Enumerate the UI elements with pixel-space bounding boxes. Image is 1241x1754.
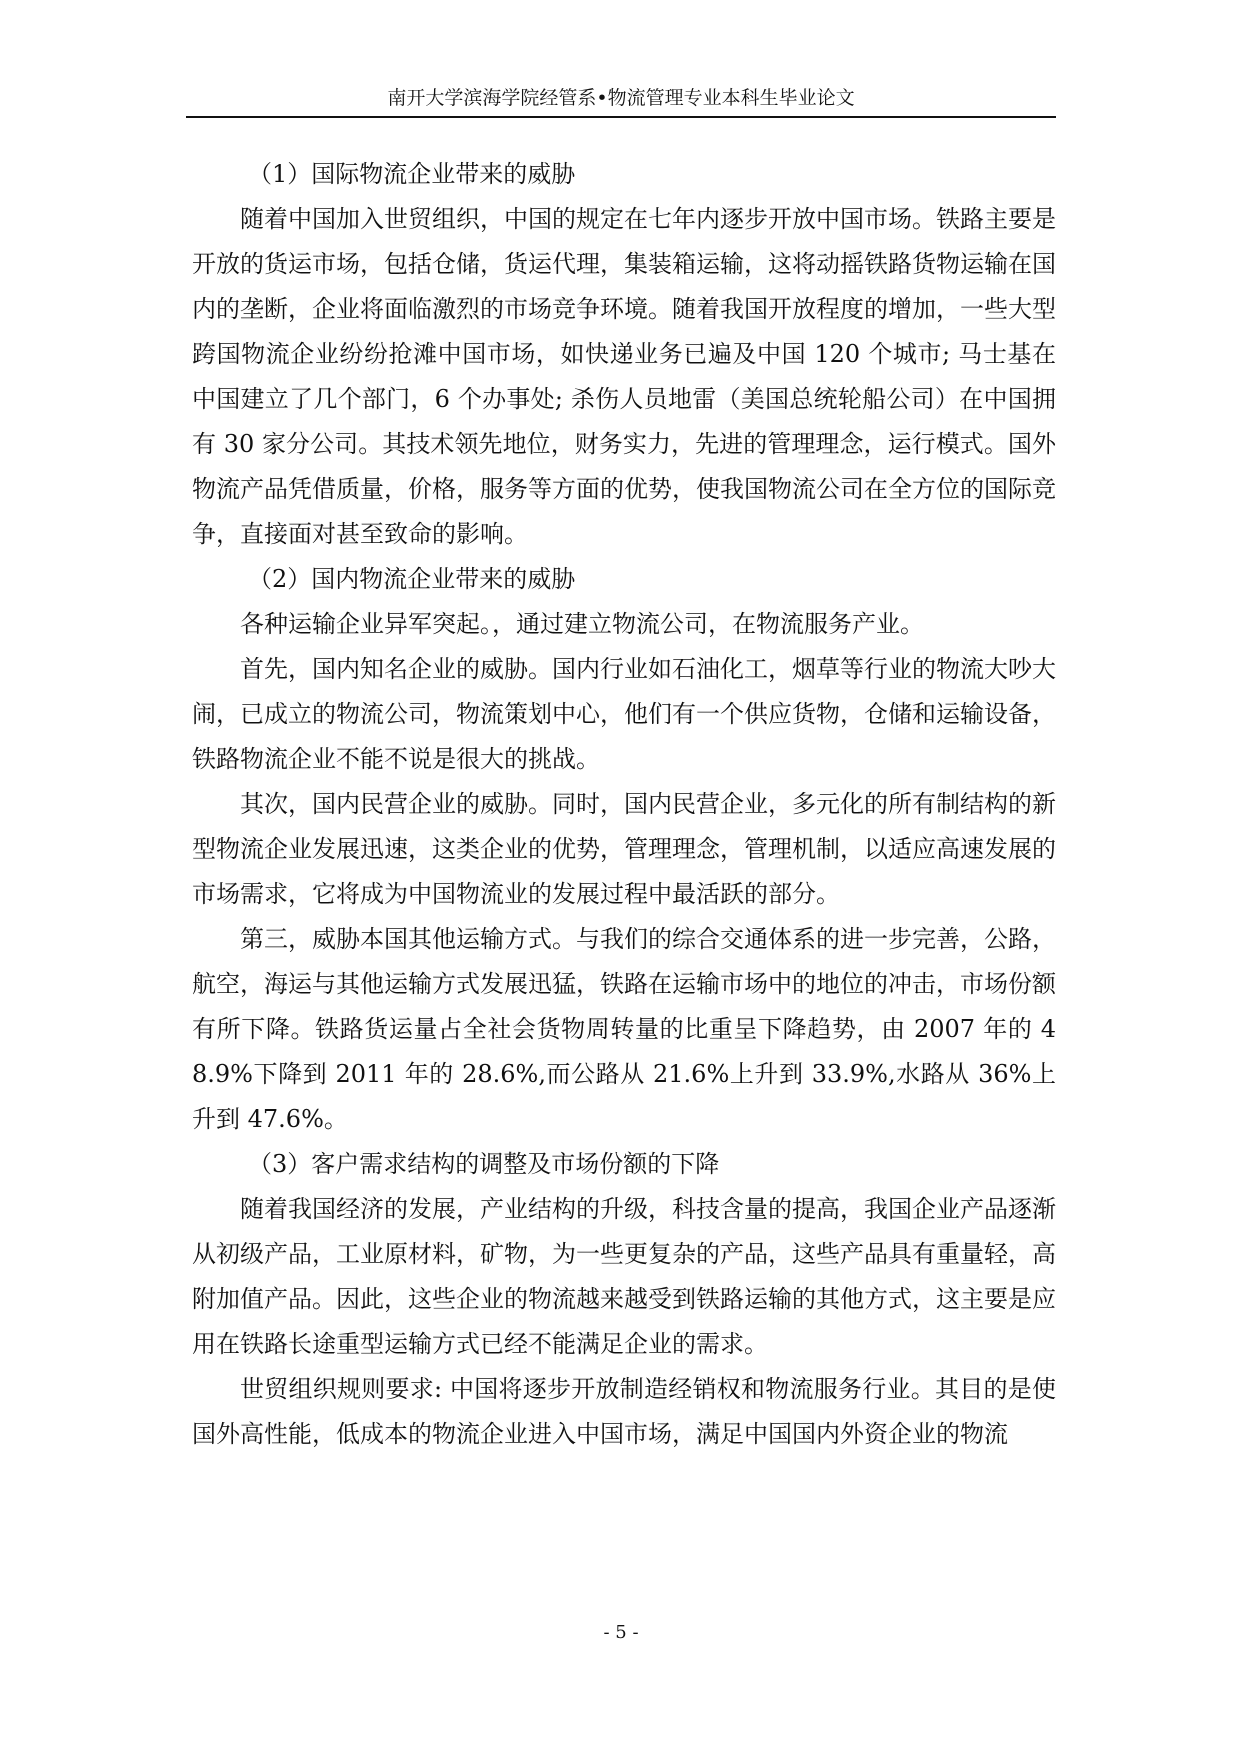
paragraph: 随着中国加入世贸组织，中国的规定在七年内逐步开放中国市场。铁路主要是开放的货运市场，包括仓储，货运代理，集装箱运输，这将动摇铁路货物运输在国内的垄断，企业将面临激烈的市场竞争环境。随着我国开放程度的增加，一些大型跨国物流企业纷纷抢滩中国市场，如快递业务已遍及中国 120 个城市; 马士基在中国建立了几个部门，6 个办事处; 杀伤人员地雷（美国总统轮船公司）在中国拥有 30 家分公司。其技术领先地位，财务实力，先进的管理理念，运行模式。国外物流产品凭借质量，价格，服务等方面的优势，使我国物流公司在全方位的国际竞争，直接面对甚至致命的影响。: [192, 205, 1056, 548]
section-heading-3: （3）客户需求结构的调整及市场份额的下降: [248, 1150, 720, 1178]
paragraph: 随着我国经济的发展，产业结构的升级，科技含量的提高，我国企业产品逐渐从初级产品，工业原材料，矿物，为一些更复杂的产品，这些产品具有重量轻，高附加值产品。因此，这些企业的物流越来越受到铁路运输的其他方式，这主要是应用在铁路长途重型运输方式已经不能满足企业的需求。: [192, 1195, 1056, 1358]
section-heading-1: （1）国际物流企业带来的威胁: [248, 160, 576, 188]
header-rule: [186, 116, 1056, 118]
paragraph: 第三，威胁本国其他运输方式。与我们的综合交通体系的进一步完善，公路，航空，海运与其他运输方式发展迅猛，铁路在运输市场中的地位的冲击，市场份额有所下降。铁路货运量占全社会货物周转量的比重呈下降趋势，由 2007 年的 48.9%下降到 2011 年的 28.6%,而公路从 21.6%上升到 33.9%,水路从 36%上升到 47.6%。: [192, 925, 1056, 1133]
paragraph: 各种运输企业异军突起。，通过建立物流公司，在物流服务产业。: [240, 610, 924, 638]
page-number: - 5 -: [603, 1622, 639, 1643]
paragraph: 世贸组织规则要求: 中国将逐步开放制造经销权和物流服务行业。其目的是使国外高性能，低成本的物流企业进入中国市场，满足中国国内外资企业的物流: [192, 1375, 1056, 1448]
page-header: 南开大学滨海学院经管系•物流管理专业本科生毕业论文: [387, 87, 855, 109]
body-text: [192, 152, 1056, 1457]
section-heading-2: （2）国内物流企业带来的威胁: [248, 565, 576, 593]
paragraph: 首先，国内知名企业的威胁。国内行业如石油化工，烟草等行业的物流大吵大闹，已成立的物流公司，物流策划中心，他们有一个供应货物，仓储和运输设备，铁路物流企业不能不说是很大的挑战。: [192, 655, 1056, 773]
paragraph: 其次，国内民营企业的威胁。同时，国内民营企业，多元化的所有制结构的新型物流企业发展迅速，这类企业的优势，管理理念，管理机制，以适应高速发展的市场需求，它将成为中国物流业的发展过程中最活跃的部分。: [192, 790, 1056, 908]
